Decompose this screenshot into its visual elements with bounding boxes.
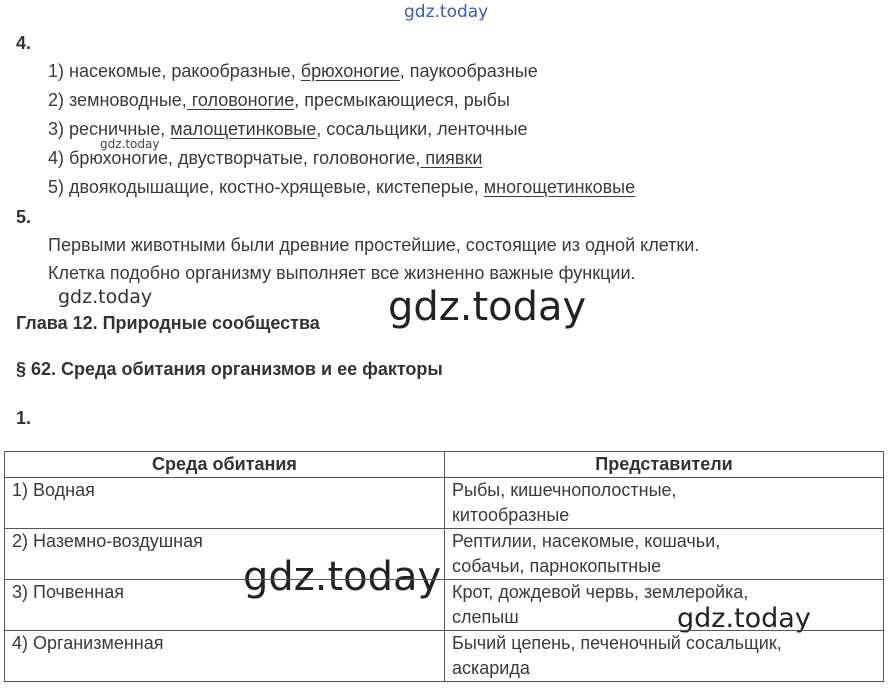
cell-line: Крот, дождевой червь, землеройка,: [452, 582, 749, 602]
habitat-table: [4, 451, 884, 682]
watermark-medium: gdz.today: [58, 286, 153, 308]
line-text: 1) насекомые, ракообразные,: [48, 61, 301, 81]
question-1-number: 1.: [16, 408, 32, 428]
line-text: 2) земноводные,: [48, 90, 187, 110]
header-representatives: Представители: [445, 452, 884, 478]
q4-line-5: [48, 177, 635, 198]
line-text: 4) брюхоногие, двустворчатые, головоногие,: [48, 148, 421, 168]
line-text: , пресмыкающиеся, рыбы: [294, 90, 510, 110]
line-text: 5) двоякодышащие, костно-хрящевые, кистеперые,: [48, 177, 484, 197]
cell-line: слепыш: [452, 607, 519, 627]
table-row: [5, 631, 884, 682]
cell-line: Рептилии, насекомые, кошачьи,: [452, 531, 721, 551]
q4-line-1: [48, 61, 538, 82]
cell-line: аскарида: [452, 658, 530, 678]
cell-line: Бычий цепень, печеночный сосальщик,: [452, 633, 782, 653]
q4-line-3: [48, 119, 528, 140]
cell-line: китообразные: [452, 505, 570, 525]
cell-line: собачьи, парнокопытные: [452, 556, 662, 576]
habitat-cell: 3) Почвенная: [5, 580, 445, 631]
watermark-top: gdz.today: [404, 2, 489, 22]
representatives-cell: [445, 631, 884, 682]
answer-underlined: малощетинковые: [170, 119, 317, 139]
representatives-cell: [445, 580, 884, 631]
line-text: , паукообразные: [399, 61, 538, 81]
header-habitat: Среда обитания: [5, 452, 445, 478]
representatives-cell: [445, 478, 884, 529]
answer-underlined: пиявки: [420, 148, 483, 168]
question-4-number: 4.: [16, 33, 32, 53]
table-header-row: [5, 452, 884, 478]
q4-line-2: [48, 90, 510, 111]
cell-line: Рыбы, кишечнополостные,: [452, 480, 677, 500]
line-text: , сосальщики, ленточные: [316, 119, 528, 139]
representatives-cell: [445, 529, 884, 580]
table-row: [5, 580, 884, 631]
chapter-heading: Глава 12. Природные сообщества: [16, 313, 320, 333]
q4-line-4: [48, 148, 482, 169]
q5-line-1: Первыми животными были древние простейшие, состоящие из одной клетки.: [48, 235, 700, 255]
table-row: [5, 529, 884, 580]
watermark-table: gdz.today: [243, 554, 442, 600]
line-text: 3) ресничные,: [48, 119, 171, 139]
q5-line-2: Клетка подобно организму выполняет все жизненно важные функции.: [48, 263, 636, 283]
watermark-right: gdz.today: [677, 603, 811, 634]
answer-underlined: брюхоногие: [300, 61, 400, 81]
answer-underlined: головоногие: [186, 90, 295, 110]
watermark-large: gdz.today: [388, 284, 587, 330]
table-row: [5, 478, 884, 529]
habitat-cell: 1) Водная: [5, 478, 445, 529]
question-5-number: 5.: [16, 207, 32, 227]
habitat-cell: 2) Наземно-воздушная: [5, 529, 445, 580]
watermark-small: gdz.today: [100, 137, 160, 151]
answer-underlined: многощетинковые: [483, 177, 636, 197]
habitat-cell: 4) Организменная: [5, 631, 445, 682]
section-heading: § 62. Среда обитания организмов и ее факторы: [16, 359, 443, 379]
